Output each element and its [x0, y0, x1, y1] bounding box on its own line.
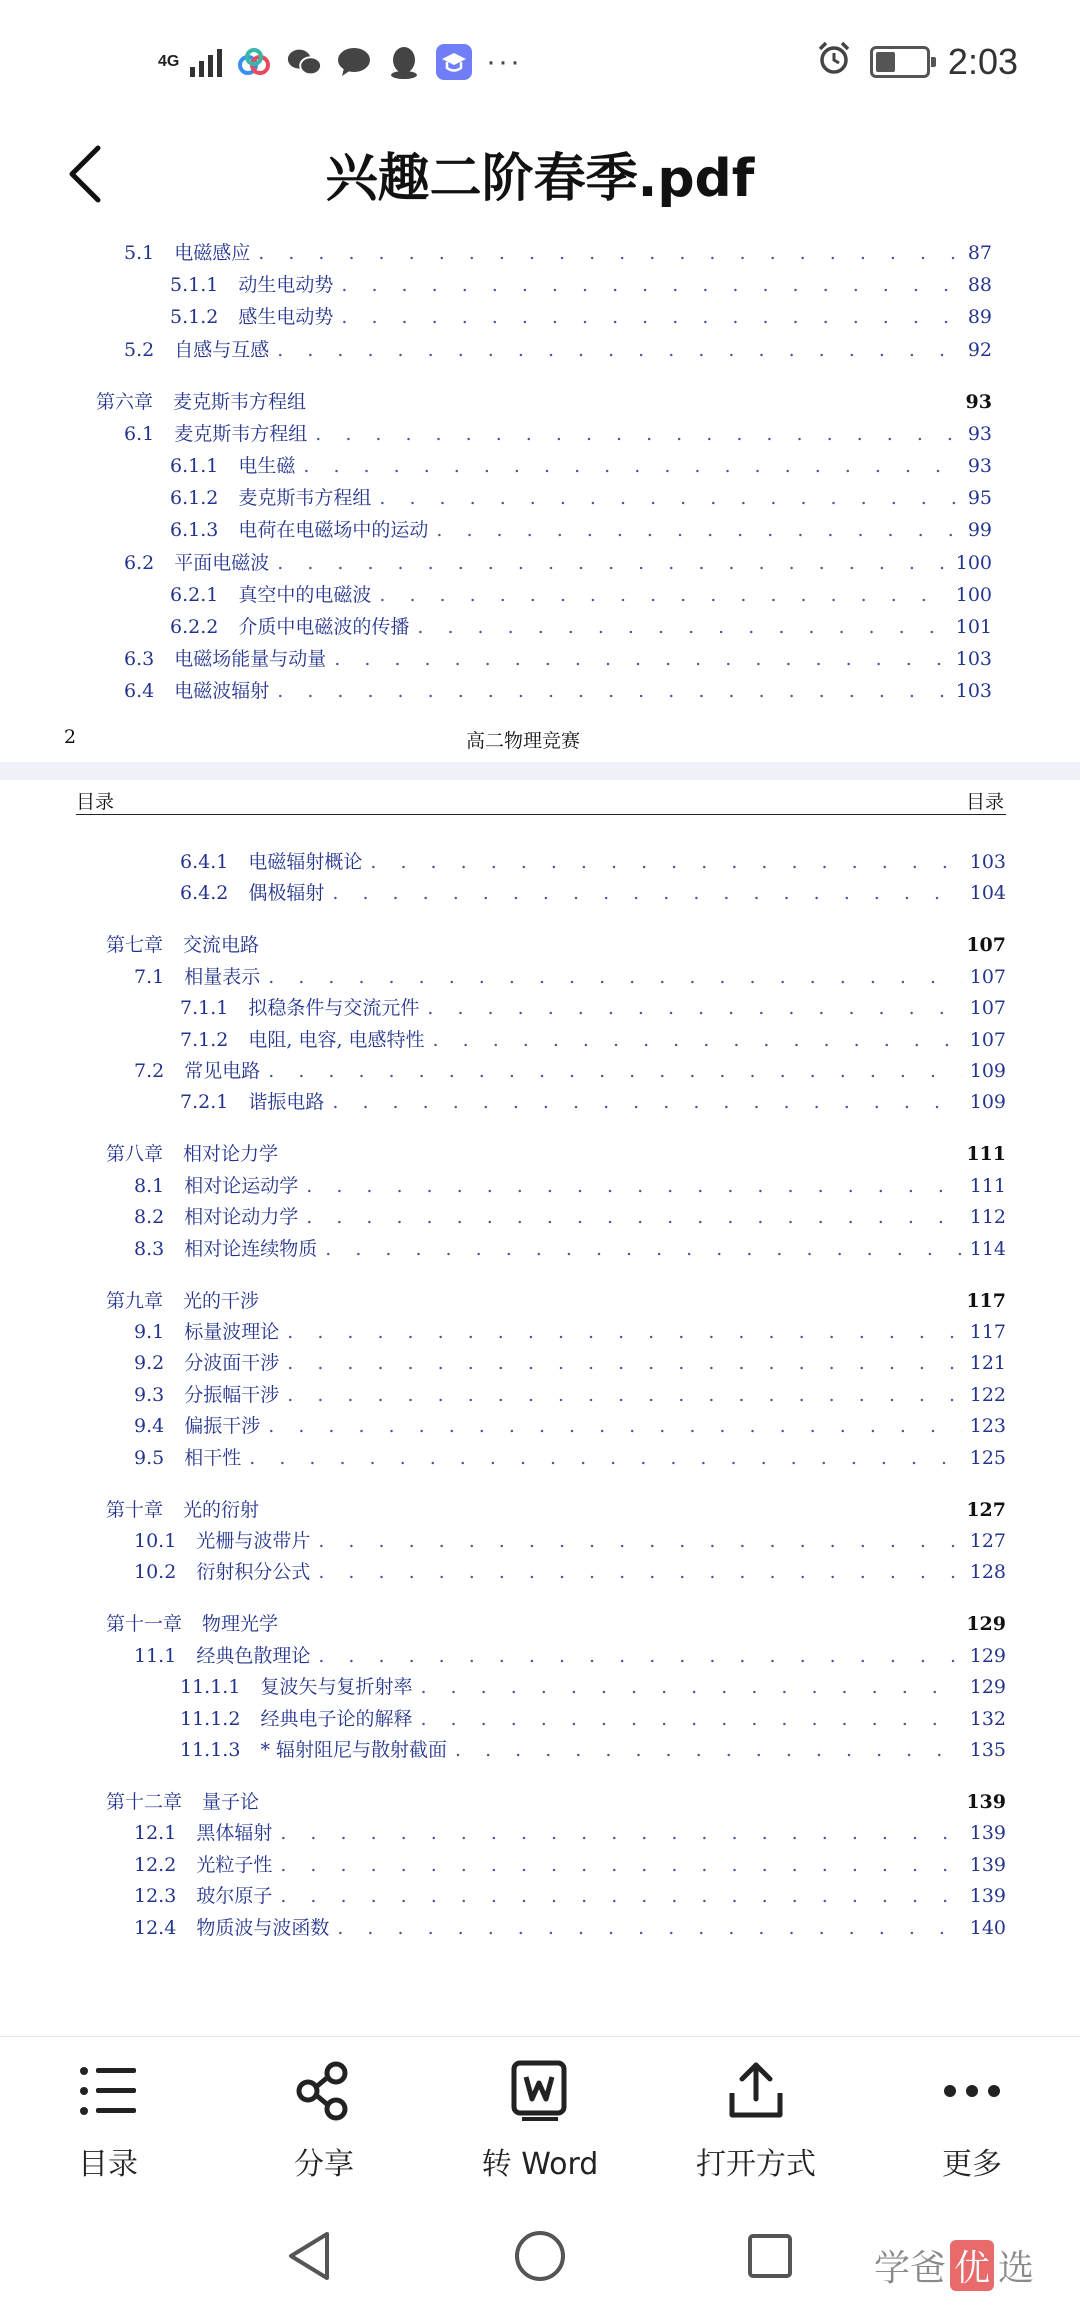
toc-entry-number: 11.1.2 — [180, 1707, 241, 1730]
running-header-right: 目录 — [966, 791, 1005, 813]
signal-icon — [190, 47, 222, 77]
pdf-page — [0, 232, 1080, 2036]
toc-entry-label: 常见电路 — [184, 1060, 261, 1082]
toc-entry-number: 8.3 — [134, 1237, 165, 1260]
open-with-button[interactable] — [648, 2037, 864, 2196]
toc-entry[interactable] — [180, 1089, 1006, 1115]
toc-entry-page: 99 — [967, 519, 992, 542]
toc-entry[interactable] — [134, 1204, 1006, 1230]
toc-entry-number: 6.4.1 — [180, 851, 229, 873]
status-bar-left — [158, 40, 522, 84]
toc-entry[interactable] — [180, 1706, 1006, 1732]
clock: 2:03 — [947, 41, 1018, 82]
toc-entry-page: 111 — [969, 1174, 1006, 1197]
more-button[interactable] — [864, 2037, 1080, 2196]
header-rule — [76, 814, 1006, 815]
toc-entry-page: 114 — [969, 1237, 1006, 1260]
toc-entry-page: 122 — [969, 1383, 1006, 1406]
toc-entry-number: 8.1 — [134, 1174, 165, 1197]
page-number: 2 — [64, 726, 77, 748]
watermark-text-post: 选 — [997, 2248, 1034, 2289]
toc-entry-label: 电荷在电磁场中的运动 — [238, 519, 429, 542]
toc-entry-label: 衍射积分公式 — [196, 1561, 311, 1584]
qq-icon — [386, 44, 422, 80]
toc-entry-label: 感生电动势 — [238, 306, 334, 329]
toc-leader-dots — [318, 1559, 961, 1585]
toc-leader-dots — [287, 1350, 962, 1376]
toc-entry-number: 9.5 — [134, 1446, 165, 1469]
toc-entry-label: 相量表示 — [184, 965, 261, 988]
toc-entry-number: 第八章 — [106, 1143, 164, 1166]
toc-leader-dots — [287, 1319, 962, 1345]
toc-entry-page: 100 — [955, 551, 992, 574]
toc-entry-page: 111 — [966, 1143, 1006, 1166]
toc-entry[interactable] — [134, 1173, 1006, 1199]
toc-leader-dots — [318, 1528, 961, 1554]
toc-entry-page: 103 — [969, 851, 1006, 873]
bottom-toolbar — [0, 2036, 1080, 2196]
status-bar-right — [816, 40, 1018, 84]
toc-entry-number: 7.1.2 — [180, 1028, 229, 1051]
list-icon — [76, 2059, 140, 2123]
toc-entry[interactable] — [134, 1319, 1006, 1345]
toc-entry-number: 6.1.3 — [170, 519, 219, 542]
toc-entry-page: 89 — [967, 306, 992, 329]
toc-entry-page: 103 — [955, 680, 992, 703]
toc-entry-number: 6.2 — [124, 551, 155, 574]
toc-entry-page: 93 — [965, 390, 992, 413]
toc-entry-label: 偶极辐射 — [248, 882, 325, 905]
toc-entry-label: 麦克斯韦方程组 — [238, 487, 372, 510]
toc-leader-dots — [268, 964, 962, 990]
toc-chapter-entry[interactable] — [106, 1288, 1006, 1314]
network-type: 4G — [158, 53, 180, 70]
toc-entry-label: 分振幅干涉 — [184, 1383, 280, 1406]
toc-entry[interactable] — [134, 1820, 1006, 1846]
toc-entry-number: 6.3 — [124, 648, 155, 671]
toc-entry-number: 5.2 — [124, 338, 155, 361]
toc-entry-label: 黑体辐射 — [196, 1822, 273, 1845]
toc-leader-dots — [268, 1413, 962, 1439]
toc-entry-label: 谐振电路 — [248, 1091, 325, 1114]
toc-entry-page: 92 — [967, 338, 992, 361]
toc-entry-number: 第十章 — [106, 1498, 164, 1521]
toc-entry[interactable] — [134, 1445, 1006, 1471]
toc-entry[interactable] — [134, 1382, 1006, 1408]
more-icon — [940, 2059, 1004, 2123]
toc-entry[interactable] — [134, 1528, 1006, 1554]
toc-entry-label: * 辐射阻尼与散射截面 — [260, 1739, 447, 1761]
battery-icon — [870, 46, 930, 78]
toc-entry-label: 光的干涉 — [183, 1289, 260, 1312]
toc-leader-dots — [318, 1643, 961, 1669]
toc-entry-label: 标量波理论 — [184, 1321, 280, 1343]
toc-entry-number: 8.2 — [134, 1206, 165, 1229]
alarm-icon — [816, 40, 852, 85]
toc-entry-page: 139 — [969, 1885, 1006, 1908]
toc-entry-label: 光栅与波带片 — [196, 1530, 311, 1552]
nav-home-button[interactable] — [510, 2226, 570, 2286]
share-label: 分享 — [294, 2147, 354, 2182]
toc-entry[interactable] — [134, 1058, 1006, 1084]
toc-entry-page: 140 — [969, 1916, 1006, 1939]
toc-entry-number: 9.1 — [134, 1321, 165, 1343]
toc-entry-label: 分波面干涉 — [184, 1352, 280, 1375]
toc-entry-label: 电磁场能量与动量 — [174, 648, 327, 671]
toc-entry-page: 123 — [969, 1415, 1006, 1438]
toc-entry-label: 偏振干涉 — [184, 1415, 261, 1438]
toc-entry-label: 相对论力学 — [183, 1143, 279, 1166]
toc-entry-label: 相对论动力学 — [184, 1206, 299, 1229]
toc-entry-label: 物质波与波函数 — [196, 1916, 330, 1939]
toc-entry[interactable] — [180, 1737, 1006, 1763]
open-with-label: 打开方式 — [696, 2147, 816, 2182]
toc-entry-number: 6.4 — [124, 680, 155, 703]
toc-button[interactable] — [0, 2037, 216, 2196]
toc-entry-number: 7.2.1 — [180, 1091, 229, 1114]
toc-entry-label: 相对论连续物质 — [184, 1237, 318, 1260]
navigation-bar — [0, 2196, 1080, 2310]
watermark — [874, 2240, 1034, 2291]
toc-entry-number: 7.1 — [134, 965, 165, 988]
toc-entry-number: 第十一章 — [106, 1613, 183, 1636]
toc-entry-label: 相对论运动学 — [184, 1174, 299, 1197]
toc-leader-dots — [325, 1236, 962, 1262]
toc-entry-page: 127 — [966, 1498, 1006, 1521]
toc-entry-page: 100 — [955, 583, 992, 606]
education-app-icon — [436, 44, 472, 80]
toc-entry-number: 5.1.1 — [170, 274, 219, 297]
toc-leader-dots — [332, 880, 961, 906]
toc-entry-number: 第九章 — [106, 1289, 164, 1312]
toc-entry-number: 9.2 — [134, 1352, 165, 1375]
document-title: 兴趣二阶春季.pdf — [325, 149, 755, 209]
convert-word-button[interactable] — [432, 2037, 648, 2196]
toc-entry[interactable] — [134, 1883, 1006, 1909]
toc-leader-dots — [332, 1089, 961, 1115]
toc-entry-number: 6.4.2 — [180, 882, 229, 905]
toc-entry[interactable] — [134, 964, 1006, 990]
toc-entry-number: 7.2 — [134, 1060, 165, 1082]
toc-entry-label: 拟稳条件与交流元件 — [248, 997, 420, 1020]
toc-leader-dots — [306, 1173, 962, 1199]
toc-entry-page: 135 — [969, 1739, 1006, 1761]
toc-entry-label: 电阻, 电容, 电感特性 — [248, 1028, 425, 1051]
toc-entry-page: 109 — [969, 1091, 1006, 1114]
toc-entry-page: 121 — [969, 1352, 1006, 1375]
toc-entry-label: 电磁波辐射 — [174, 680, 270, 703]
toc-entry-page: 139 — [969, 1853, 1006, 1876]
toc-chapter-entry[interactable] — [106, 1789, 1006, 1815]
toc-entry-number: 6.2.1 — [170, 583, 219, 606]
message-icon — [336, 44, 372, 80]
toc-entry[interactable] — [134, 1236, 1006, 1262]
toc-chapter-entry[interactable] — [106, 1611, 1006, 1637]
toc-entry-page: 93 — [967, 455, 992, 477]
toc-entry[interactable] — [134, 1852, 1006, 1878]
toc-entry-number: 12.4 — [134, 1916, 177, 1939]
toc-entry-page: 129 — [969, 1676, 1006, 1699]
toc-entry-label: 麦克斯韦方程组 — [173, 390, 307, 413]
toc-entry-label: 平面电磁波 — [174, 551, 270, 574]
toc-entry-number: 12.2 — [134, 1853, 177, 1876]
toc-entry-label: 电生磁 — [238, 455, 296, 477]
toc-entry-page: 103 — [955, 648, 992, 671]
toc-entry[interactable] — [180, 995, 1006, 1021]
page-footer-title: 高二物理竞赛 — [466, 730, 581, 752]
toc-entry-number: 第六章 — [96, 390, 154, 413]
toc-entry[interactable] — [134, 1413, 1006, 1439]
share-button[interactable] — [216, 2037, 432, 2196]
toc-entry-number: 11.1.3 — [180, 1739, 241, 1761]
toc-entry-label: 麦克斯韦方程组 — [174, 422, 308, 445]
toc-entry[interactable] — [134, 1559, 1006, 1585]
watermark-text-highlight: 优 — [950, 2240, 994, 2291]
pdf-viewer[interactable] — [0, 232, 1080, 2036]
status-bar — [0, 0, 1080, 120]
square-recents-icon — [745, 2231, 795, 2281]
toc-entry-label: 动生电动势 — [238, 274, 334, 297]
toc-entry-number: 11.1 — [134, 1644, 177, 1667]
toc-entry-number: 6.1 — [124, 422, 155, 445]
toc-entry-number: 7.1.1 — [180, 997, 229, 1020]
toc-entry-label: 量子论 — [202, 1791, 260, 1813]
toc-entry-page: 129 — [966, 1613, 1006, 1636]
running-header-left: 目录 — [76, 791, 115, 813]
toc-entry-page: 128 — [969, 1561, 1006, 1584]
more-label: 更多 — [942, 2147, 1002, 2182]
watermark-text-pre: 学爸 — [873, 2248, 946, 2289]
toc-leader-dots — [420, 1674, 961, 1700]
toc-entry-page: 125 — [969, 1446, 1006, 1469]
toc-entry-page: 107 — [969, 1028, 1006, 1051]
toc-leader-dots — [280, 1883, 961, 1909]
toc-entry-label: 电磁感应 — [174, 242, 251, 264]
toc-entry-label: 经典色散理论 — [196, 1644, 311, 1667]
toc-entry[interactable] — [180, 880, 1006, 906]
nav-recents-button[interactable] — [740, 2226, 800, 2286]
toc-entry-page: 107 — [969, 997, 1006, 1020]
toc-entry-number: 5.1 — [124, 242, 155, 264]
toc-entry-number: 10.1 — [134, 1530, 177, 1552]
toc-entry-page: 132 — [969, 1707, 1006, 1730]
toc-entry-page: 95 — [967, 487, 992, 510]
toc-entry-page: 127 — [969, 1530, 1006, 1552]
toc-entry-label: 真空中的电磁波 — [238, 583, 372, 606]
toc-entry-page: 117 — [966, 1289, 1006, 1312]
toc-entry-label: 物理光学 — [202, 1613, 279, 1636]
toc-leader-dots — [433, 1027, 962, 1053]
baidu-netdisk-icon — [236, 44, 272, 80]
toc-entry-label: 光的衍射 — [183, 1498, 260, 1521]
toc-entry-number: 10.2 — [134, 1561, 177, 1584]
toc-entry-page: 101 — [955, 616, 992, 638]
toc-entry[interactable] — [134, 1643, 1006, 1669]
toc-entry-label: 自感与互感 — [174, 338, 270, 361]
toc-entry-number: 6.2.2 — [170, 616, 219, 638]
toc-leader-dots — [420, 1706, 961, 1732]
toc-leader-dots — [268, 1058, 962, 1084]
toc-chapter-entry[interactable] — [106, 932, 1006, 958]
upload-icon — [724, 2059, 788, 2123]
toc-entry-number: 12.1 — [134, 1822, 177, 1845]
toc-entry-number: 6.1.1 — [170, 455, 219, 477]
toc-entry-number: 11.1.1 — [180, 1676, 241, 1699]
toc-entry-page: 104 — [969, 882, 1006, 905]
toc-entry[interactable] — [180, 849, 1006, 875]
toc-leader-dots — [455, 1737, 962, 1763]
toc-entry-page: 109 — [969, 1060, 1006, 1082]
toc-entry-page: 87 — [967, 242, 992, 264]
more-dots-icon: ··· — [486, 45, 522, 78]
toc-entry-number: 5.1.2 — [170, 306, 219, 329]
toc-leader-dots — [427, 995, 961, 1021]
toc-entry-page: 107 — [969, 965, 1006, 988]
toc-entry-page: 129 — [969, 1644, 1006, 1667]
toc-entry-label: 经典电子论的解释 — [260, 1707, 413, 1730]
toc-entry-label: 光粒子性 — [196, 1853, 273, 1876]
toc-leader-dots — [337, 1915, 961, 1941]
toc-entry-page: 88 — [967, 274, 992, 297]
toc-entry-number: 第十二章 — [106, 1791, 183, 1813]
toc-entry-number: 6.1.2 — [170, 487, 219, 510]
toc-entry-label: 交流电路 — [183, 934, 260, 957]
toc-entry-number: 9.4 — [134, 1415, 165, 1438]
word-icon — [508, 2059, 572, 2123]
toc-leader-dots — [280, 1820, 961, 1846]
toc-entry-label: 电磁辐射概论 — [248, 851, 363, 873]
nav-back-button[interactable] — [280, 2226, 340, 2286]
toc-entry-label: 介质中电磁波的传播 — [238, 616, 410, 638]
toc-entry-number: 12.3 — [134, 1885, 177, 1908]
toc-entry-page: 107 — [966, 934, 1006, 957]
toc-leader-dots — [287, 1382, 962, 1408]
toc-entry-label: 相干性 — [184, 1446, 242, 1469]
toc-entry[interactable] — [134, 1350, 1006, 1376]
toc-leader-dots — [249, 1445, 962, 1471]
circle-home-icon — [513, 2229, 567, 2283]
toc-entry-page: 139 — [966, 1791, 1006, 1813]
toc-leader-dots — [370, 849, 961, 875]
toc-entry-number: 第七章 — [106, 934, 164, 957]
toc-entry[interactable] — [180, 1674, 1006, 1700]
share-icon — [292, 2059, 356, 2123]
toc-entry-label: 玻尔原子 — [196, 1885, 273, 1908]
toc-leader-dots — [306, 1204, 962, 1230]
title-bar — [0, 120, 1080, 232]
toc-entry-page: 117 — [969, 1321, 1006, 1343]
convert-word-label: 转 Word — [481, 2147, 599, 2182]
toc-entry-page: 139 — [969, 1822, 1006, 1845]
toc-entry-page: 93 — [967, 422, 992, 445]
toc-label: 目录 — [78, 2147, 138, 2182]
toc-entry-label: 复波矢与复折射率 — [260, 1676, 413, 1699]
triangle-back-icon — [285, 2229, 335, 2283]
toc-entry[interactable] — [180, 1027, 1006, 1053]
toc-entry[interactable] — [134, 1915, 1006, 1941]
toc-leader-dots — [280, 1852, 961, 1878]
wechat-icon — [286, 44, 322, 80]
toc-chapter-entry[interactable] — [106, 1497, 1006, 1523]
toc-entry-number: 9.3 — [134, 1383, 165, 1406]
toc-chapter-entry[interactable] — [106, 1141, 1006, 1167]
toc-entry-page: 112 — [969, 1206, 1006, 1229]
